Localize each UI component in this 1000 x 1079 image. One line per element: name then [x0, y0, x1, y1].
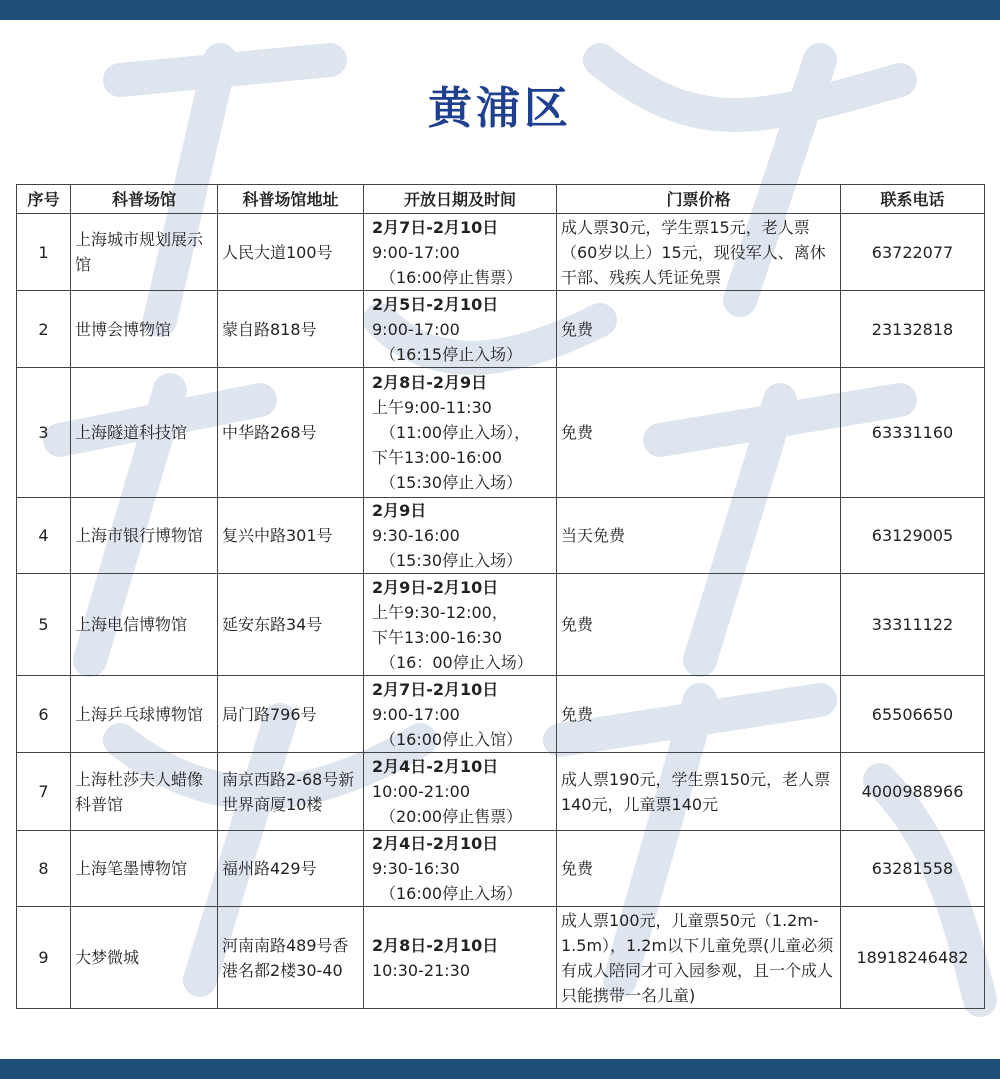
- row-number: 3: [17, 368, 71, 498]
- row-number: 2: [17, 291, 71, 368]
- open-time: 9:30-16:30: [372, 859, 460, 878]
- open-date-time: [364, 291, 557, 368]
- phone-number: 65506650: [841, 676, 985, 753]
- open-time: 下午13:00-16:30: [372, 627, 502, 647]
- open-time: 10:30-21:30: [372, 960, 470, 980]
- table-row: [17, 574, 985, 676]
- open-time: （16:15停止入场）: [380, 344, 523, 364]
- venue-name: 上海杜莎夫人蜡像科普馆: [71, 753, 218, 831]
- header-date-time: 开放日期及时间: [364, 185, 557, 214]
- header-address: 科普场馆地址: [218, 185, 364, 214]
- header-venue: 科普场馆: [71, 185, 218, 214]
- header-price: 门票价格: [557, 185, 841, 214]
- ticket-price: 成人票190元，学生票150元，老人票140元，儿童票140元: [557, 753, 841, 831]
- ticket-price: 免费: [557, 368, 841, 498]
- open-time: 上午9:30-12:00，: [372, 602, 508, 622]
- venue-address: 南京西路2-68号新世界商厦10楼: [218, 753, 364, 831]
- open-date: 2月7日-2月10日: [372, 679, 499, 699]
- table-row: [17, 291, 985, 368]
- table-row: [17, 498, 985, 574]
- venue-table: [16, 184, 985, 1009]
- venue-address: 局门路796号: [218, 676, 364, 753]
- open-time: 9:30-16:00: [372, 526, 460, 545]
- ticket-price: 免费: [557, 574, 841, 676]
- venue-name: 上海隧道科技馆: [71, 368, 218, 498]
- ticket-price: 成人票100元，儿童票50元（1.2m-1.5m），1.2m以下儿童免票(儿童必须有成人陪同才可入园参观，且一个成人只能携带一名儿童): [557, 907, 841, 1009]
- open-date: 2月4日-2月10日: [372, 757, 499, 776]
- venue-name: 上海乒乓球博物馆: [71, 676, 218, 753]
- open-date: 2月8日-2月9日: [372, 373, 488, 392]
- row-number: 6: [17, 676, 71, 753]
- open-time: （15:30停止入场）: [380, 473, 523, 492]
- ticket-price: 成人票30元，学生票15元，老人票（60岁以上）15元，现役军人、离休干部、残疾人凭证免票: [557, 214, 841, 291]
- page-title: 黄浦区: [428, 83, 572, 134]
- venue-address: 中华路268号: [218, 368, 364, 498]
- row-number: 7: [17, 753, 71, 831]
- open-date-time: [364, 574, 557, 676]
- open-time: （16:00停止入馆）: [380, 729, 523, 749]
- top-banner-bar: [0, 0, 1000, 20]
- venue-address: 河南南路489号香港名都2楼30-40: [218, 907, 364, 1009]
- table-header-row: [17, 185, 985, 214]
- venue-name: 大梦微城: [71, 907, 218, 1009]
- phone-number: 63129005: [841, 498, 985, 574]
- row-number: 5: [17, 574, 71, 676]
- table-row: [17, 214, 985, 291]
- open-time: （20:00停止售票）: [380, 807, 523, 826]
- ticket-price: 当天免费: [557, 498, 841, 574]
- venue-name: 上海市银行博物馆: [71, 498, 218, 574]
- table-row: [17, 831, 985, 907]
- row-number: 9: [17, 907, 71, 1009]
- open-time: 9:00-17:00: [372, 242, 460, 262]
- open-time: 9:00-17:00: [372, 704, 460, 724]
- ticket-price: 免费: [557, 291, 841, 368]
- table-row: [17, 368, 985, 498]
- open-date: 2月5日-2月10日: [372, 294, 499, 314]
- row-number: 1: [17, 214, 71, 291]
- phone-number: 63722077: [841, 214, 985, 291]
- table-row: [17, 753, 985, 831]
- ticket-price: 免费: [557, 676, 841, 753]
- phone-number: 33311122: [841, 574, 985, 676]
- venue-name: 上海笔墨博物馆: [71, 831, 218, 907]
- phone-number: 63281558: [841, 831, 985, 907]
- venue-address: 人民大道100号: [218, 214, 364, 291]
- table-row: [17, 907, 985, 1009]
- phone-number: 4000988966: [841, 753, 985, 831]
- phone-number: 18918246482: [841, 907, 985, 1009]
- open-date-time: [364, 498, 557, 574]
- venue-address: 福州路429号: [218, 831, 364, 907]
- venue-address: 蒙自路818号: [218, 291, 364, 368]
- open-date: 2月9日: [372, 501, 427, 520]
- header-no: 序号: [17, 185, 71, 214]
- open-date: 2月4日-2月10日: [372, 834, 499, 853]
- row-number: 4: [17, 498, 71, 574]
- open-date-time: [364, 907, 557, 1009]
- open-date: 2月8日-2月10日: [372, 935, 499, 955]
- ticket-price: 免费: [557, 831, 841, 907]
- open-date-time: [364, 753, 557, 831]
- table-row: [17, 676, 985, 753]
- venue-name: 世博会博物馆: [71, 291, 218, 368]
- open-time: （16:00停止入场）: [380, 884, 523, 903]
- open-time: （16：00停止入场）: [380, 652, 533, 672]
- open-time: 下午13:00-16:00: [372, 448, 502, 467]
- open-time: （16:00停止售票）: [380, 267, 523, 287]
- open-date-time: [364, 214, 557, 291]
- bottom-banner-bar: [0, 1059, 1000, 1079]
- open-time: 9:00-17:00: [372, 319, 460, 339]
- phone-number: 23132818: [841, 291, 985, 368]
- open-date: 2月7日-2月10日: [372, 217, 499, 237]
- header-phone: 联系电话: [841, 185, 985, 214]
- open-date-time: [364, 676, 557, 753]
- open-date-time: [364, 831, 557, 907]
- open-time: 上午9:00-11:30: [372, 398, 492, 417]
- venue-name: 上海电信博物馆: [71, 574, 218, 676]
- venue-address: 复兴中路301号: [218, 498, 364, 574]
- venue-name: 上海城市规划展示馆: [71, 214, 218, 291]
- row-number: 8: [17, 831, 71, 907]
- open-time: 10:00-21:00: [372, 782, 470, 801]
- open-date: 2月9日-2月10日: [372, 577, 499, 597]
- open-time: （11:00停止入场），: [380, 423, 531, 442]
- phone-number: 63331160: [841, 368, 985, 498]
- venue-address: 延安东路34号: [218, 574, 364, 676]
- open-date-time: [364, 368, 557, 498]
- open-time: （15:30停止入场）: [380, 551, 523, 570]
